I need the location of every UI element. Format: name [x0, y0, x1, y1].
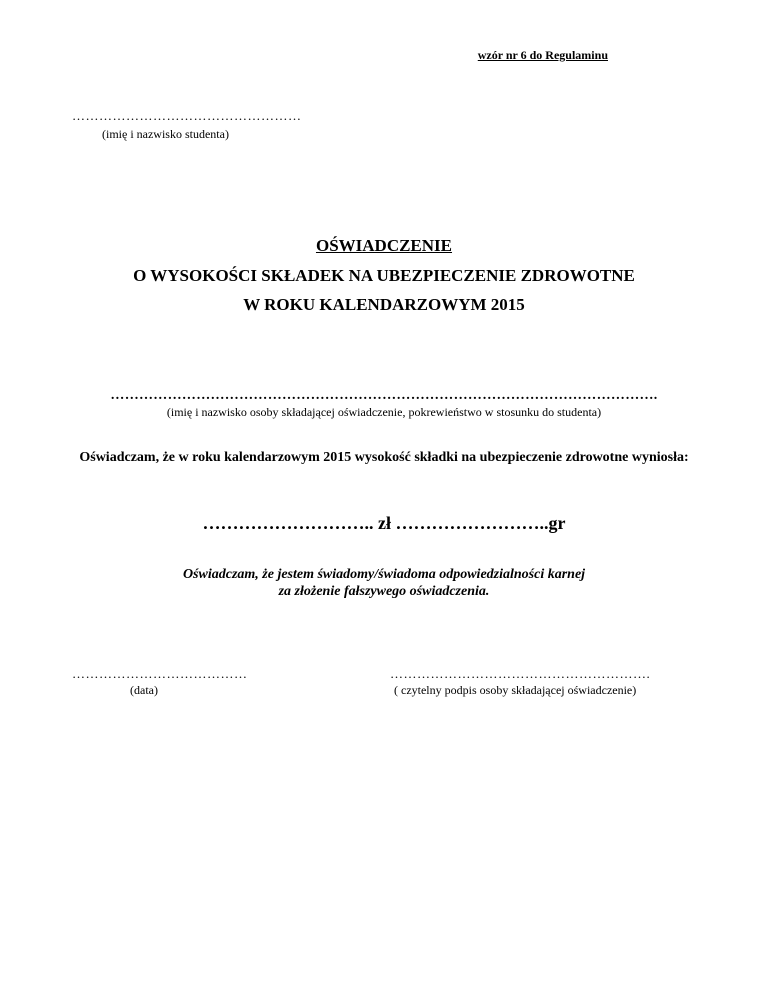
liability-statement-line-1: Oświadczam, że jestem świadomy/świadoma odpowiedzialności karnej: [182, 567, 586, 582]
declarant-name-field[interactable]: …………………………………………………………………………………………………….: [110, 388, 658, 403]
form-reference: wzór nr 6 do Regulaminu: [477, 48, 608, 62]
student-name-caption: (imię i nazwisko studenta): [102, 127, 229, 141]
liability-statement-line-2: za złożenie fałszywego oświadczenia.: [278, 584, 490, 599]
signature-field[interactable]: ………………………………………………….: [390, 666, 651, 681]
amount-field[interactable]: ……………………….. zł ……………………..gr: [202, 513, 566, 533]
student-name-field[interactable]: ……………………………………………: [72, 108, 302, 123]
document-subtitle-1: O WYSOKOŚCI SKŁADEK NA UBEZPIECZENIE ZDROWOTNE: [133, 266, 635, 285]
signature-caption: ( czytelny podpis osoby składającej oświadczenie): [394, 683, 637, 697]
declaration-text: Oświadczam, że w roku kalendarzowym 2015 wysokość składki na ubezpieczenie zdrowotne wyniosła:: [79, 450, 689, 465]
liability-statement: [0, 566, 768, 600]
date-caption: (data): [130, 683, 158, 697]
document-subtitle-2: W ROKU KALENDARZOWYM 2015: [243, 295, 525, 314]
declarant-name-caption: (imię i nazwisko osoby składającej oświadczenie, pokrewieństwo w stosunku do studenta): [166, 405, 602, 419]
date-field[interactable]: …………………………………: [72, 666, 248, 681]
document-title: OŚWIADCZENIE: [315, 236, 453, 255]
